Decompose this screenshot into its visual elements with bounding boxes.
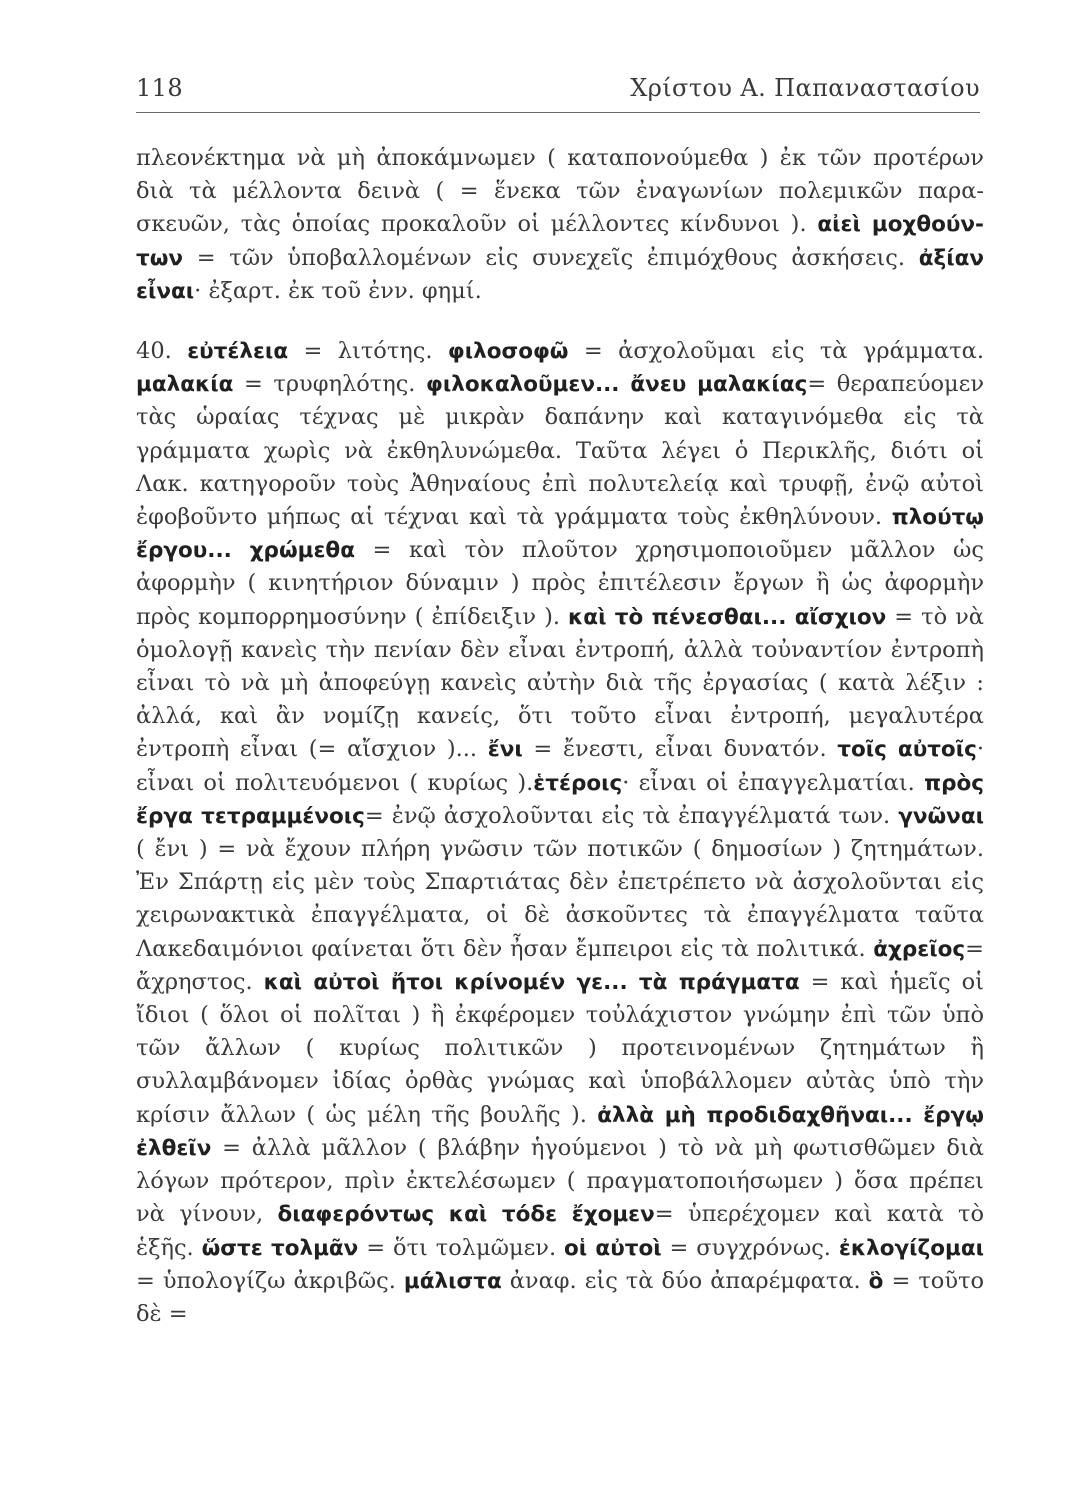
gloss-text: = συγχρόνως.: [661, 1234, 839, 1261]
lemma-term: καὶ αὐτοὶ ἤτοι κρίνομέν γε... τὰ πράγματα: [263, 969, 800, 995]
lemma-term: ὥστε τολμᾶν: [201, 1235, 359, 1261]
gloss-text: = τῶν ὑποβαλλομένων εἰς συνεχεῖς ἐπιμόχθους ἀσκήσεις.: [183, 244, 919, 271]
gloss-text: = ὑπερέχομεν καὶ κατὰ τὸ ἑξῆς.: [136, 1201, 985, 1261]
gloss-text: ( ἔνι ) = νὰ ἔχουν πλήρη γνῶσιν τῶν ποτικῶν ( δημοσίων ) ζητημάτων. Ἐν Σπάρτῃ εἰς μὲν τοὺς Σπαρτιάτας δὲν ἐπετρέπετο νὰ ἀσχολοῦνται εἰς χειρωνακτικὰ ἐπαγγέλματα, οἱ δὲ ἀσκοῦντες τὰ ἐπαγγέλματα ταῦτα Λακεδαιμόνιοι φαίνεται ὅτι δὲν ἦσαν ἔμπειροι εἰς τὰ πολιτικά.: [136, 836, 984, 962]
lemma-term: πρὸς ἔργα τετραμμένοις: [136, 770, 984, 829]
gloss-text: = τρυφηλότης.: [233, 371, 427, 398]
page-header: [136, 72, 980, 108]
gloss-text: = θεραπεύομεν τὰς ὡραίας τέχνας μὲ μικρὰν δαπάνην καὶ καταγινόμεθα εἰς τὰ γράμματα χωρὶς νὰ ἐκθηλυνώμεθα. Ταῦτα λέγει ὁ Περικλῆς, διότι οἱ Λακ. κατηγοροῦν τοὺς Ἀθηναίους ἐπὶ πολυτελείᾳ καὶ τρυφῇ, ἐνῷ αὐτοὶ ἐφοβοῦντο μήπως αἱ τέχναι καὶ τὰ γράμματα τοὺς ἐκθηλύνουν.: [136, 371, 984, 531]
gloss-text: = ἀλλὰ μᾶλλον ( βλάβην ἡγούμενοι ) τὸ νὰ μὴ φωτισθῶμεν διὰ λόγων πρότερον, πρὶν ἐκτελέσωμεν ( πραγματοποιήσωμεν ) ὅσα πρέπει νὰ γίνουν,: [136, 1134, 984, 1228]
gloss-text: πλεονέκτημα νὰ μὴ ἀποκάμνωμεν ( καταπονούμεθα ) ἐκ τῶν προτέρων διὰ τὰ μέλλοντα δεινὰ ( = ἕνεκα τῶν ἐναγωνίων πολεμικῶν παρασκευῶν, τὰς ὁποίας προκαλοῦν οἱ μέλλοντες κίνδυνοι ).: [136, 145, 984, 238]
lemma-term: ἐκλογίζομαι: [838, 1235, 984, 1261]
gloss-text: = ἐνῷ ἀσχολοῦνται εἰς τὰ ἐπαγγέλματά των.: [364, 802, 899, 829]
lemma-term: οἱ αὐτοὶ: [564, 1235, 662, 1261]
gloss-text: 40.: [136, 338, 188, 365]
lemma-term: τοῖς αὐτοῖς: [837, 737, 977, 763]
gloss-text: · ἐξαρτ. ἐκ τοῦ ἐνν. φημί.: [194, 277, 482, 304]
running-title: Χρίστου Α. Παπαναστασίου: [630, 74, 980, 102]
gloss-text: = ἀσχολοῦμαι εἰς τὰ γράμματα.: [568, 338, 984, 365]
gloss-text: ἀναφ. εἰς τὰ δύο ἀπαρέμφατα.: [501, 1267, 869, 1294]
gloss-text: · εἶναι οἱ πολιτευόμενοι ( κυρίως ).: [136, 736, 984, 796]
lemma-term: φιλοκαλοῦμεν... ἄνευ μαλακίας: [426, 372, 808, 398]
lemma-term: ὃ: [868, 1268, 884, 1294]
paragraph-commentary-39: [136, 142, 984, 308]
paragraph-gap: [136, 308, 984, 335]
lemma-term: καὶ τὸ πένεσθαι... αἴσχιον: [568, 604, 887, 630]
lemma-term: γνῶναι: [898, 803, 984, 829]
gloss-text: = καὶ ἡμεῖς οἱ ἴδιοι ( ὅλοι οἱ πολῖται ) ἢ ἐκφέρομεν τοὐλάχιστον γνώμην ἐπὶ τῶν ὑπὸ τῶν ἄλλων ( κυρίως πολιτικῶν ) προτεινομένων ζητημάτων ἢ συλλαμβάνομεν ἰδίας ὀρθὰς γνώμας καὶ ὑποβάλλομεν αὐτὰς ὑπὸ τὴν κρίσιν ἄλλων ( ὡς μέλη τῆς βουλῆς ).: [136, 968, 985, 1128]
gloss-text: = καὶ τὸν πλοῦτον χρησιμοποιοῦμεν μᾶλλον ὡς ἀφορμὴν ( κινητήριον δύναμιν ) πρὸς ἐπιτέλεσιν ἔργων ἢ ὡς ἀφορμὴν πρὸς κομπορρημοσύνην ( ἐπίδειξιν ).: [136, 537, 984, 630]
lemma-term: διαφερόντως καὶ τόδε ἔχομεν: [277, 1202, 655, 1228]
header-rule: [136, 112, 980, 113]
paragraph-commentary-40: [136, 335, 984, 1331]
gloss-text: · εἶναι οἱ ἐπαγγελματίαι.: [622, 769, 925, 796]
lemma-term: μαλακία: [136, 372, 234, 398]
lemma-term: πλούτῳ ἔργου... χρώμεθα: [136, 505, 984, 564]
gloss-text: = ὑπολογίζω ἀκριβῶς.: [136, 1267, 404, 1294]
gloss-text: = ὅτι τολμῶμεν.: [358, 1234, 565, 1261]
lemma-term: αἰεὶ μοχθούντων: [136, 212, 984, 271]
gloss-text: = ἄχρηστος.: [136, 935, 984, 995]
lemma-term: εὐτέλεια: [187, 339, 289, 365]
gloss-text: = λιτότης.: [288, 338, 448, 365]
body-text: [136, 142, 984, 1331]
lemma-term: ἀλλὰ μὴ προδιδαχθῆναι... ἔργῳ ἐλθεῖν: [136, 1102, 984, 1161]
lemma-term: φιλοσοφῶ: [447, 339, 569, 365]
gloss-text: = ἔνεστι, εἶναι δυνατόν.: [522, 736, 838, 763]
gloss-text: = τὸ νὰ ὁμολογῇ κανεὶς τὴν πενίαν δὲν εἶναι ἐντροπή, ἀλλὰ τοὐναντίον ἐντροπὴ εἶναι τὸ νὰ μὴ ἀποφεύγῃ κανεὶς αὐτὴν διὰ τῆς ἐργασίας ( κατὰ λέξιν : ἀλλά, καὶ ἂν νομίζῃ κανείς, ὅτι τοῦτο εἶναι ἐντροπή, μεγαλυτέρα ἐντροπὴ εἶναι (= αἴσχιον )...: [136, 603, 984, 763]
lemma-term: ἀχρεῖος: [873, 936, 966, 962]
page-number: 118: [136, 74, 184, 102]
lemma-term: ἀξίαν εἶναι: [136, 245, 984, 304]
lemma-term: ἔνι: [487, 737, 523, 763]
gloss-text: = τοῦτο δὲ =: [136, 1267, 984, 1327]
lemma-term: μάλιστα: [403, 1268, 502, 1294]
lemma-term: ἑτέροις: [533, 770, 623, 796]
